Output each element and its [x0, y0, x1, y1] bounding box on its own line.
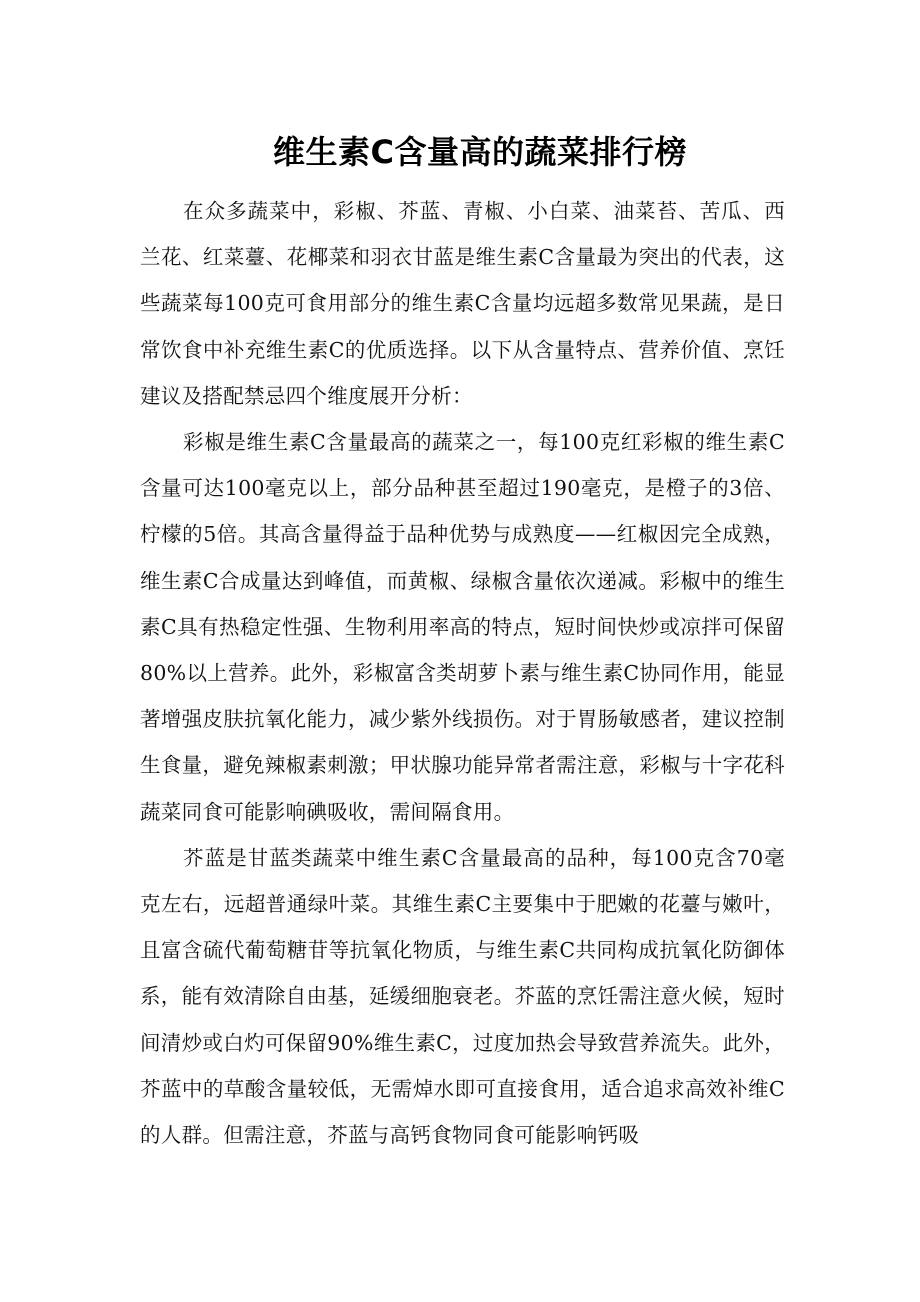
paragraph-chinese-kale: 芥蓝是甘蓝类蔬菜中维生素C含量最高的品种，每100克含70毫克左右，远超普通绿叶菜。其维生素C主要集中于肥嫩的花薹与嫩叶，且富含硫代葡萄糖苷等抗氧化物质，与维生素C共同构成抗氧化防御体系，能有效清除自由基，延缓细胞衰老。芥蓝的烹饪需注意火候，短时间清炒或白灼可保留90%维生素C，过度加热会导致营养流失。此外，芥蓝中的草酸含量较低，无需焯水即可直接食用，适合追求高效补维C的人群。但需注意，芥蓝与高钙食物同食可能影响钙吸 — [140, 845, 785, 1148]
paragraph-bell-pepper: 彩椒是维生素C含量最高的蔬菜之一，每100克红彩椒的维生素C含量可达100毫克以上，部分品种甚至超过190毫克，是橙子的3倍、柠檬的5倍。其高含量得益于品种优势与成熟度——红椒因完全成熟，维生素C合成量达到峰值，而黄椒、绿椒含量依次递减。彩椒中的维生素C具有热稳定性强、生物利用率高的特点，短时间快炒或凉拌可保留80%以上营养。此外，彩椒富含类胡萝卜素与维生素C协同作用，能显著增强皮肤抗氧化能力，减少紫外线损伤。对于胃肠敏感者，建议控制生食量，避免辣椒素刺激；甲状腺功能异常者需注意，彩椒与十字花科蔬菜同食可能影响碘吸收，需间隔食用。 — [140, 430, 785, 824]
paragraph-intro: 在众多蔬菜中，彩椒、芥蓝、青椒、小白菜、油菜苔、苦瓜、西兰花、红菜薹、花椰菜和羽衣甘蓝是维生素C含量最为突出的代表，这些蔬菜每100克可食用部分的维生素C含量均远超多数常见果蔬，是日常饮食中补充维生素C的优质选择。以下从含量特点、营养价值、烹饪建议及搭配禁忌四个维度展开分析： — [140, 199, 785, 408]
document-body — [140, 188, 785, 1158]
document-title: 维生素C含量高的蔬菜排行榜 — [273, 133, 687, 171]
